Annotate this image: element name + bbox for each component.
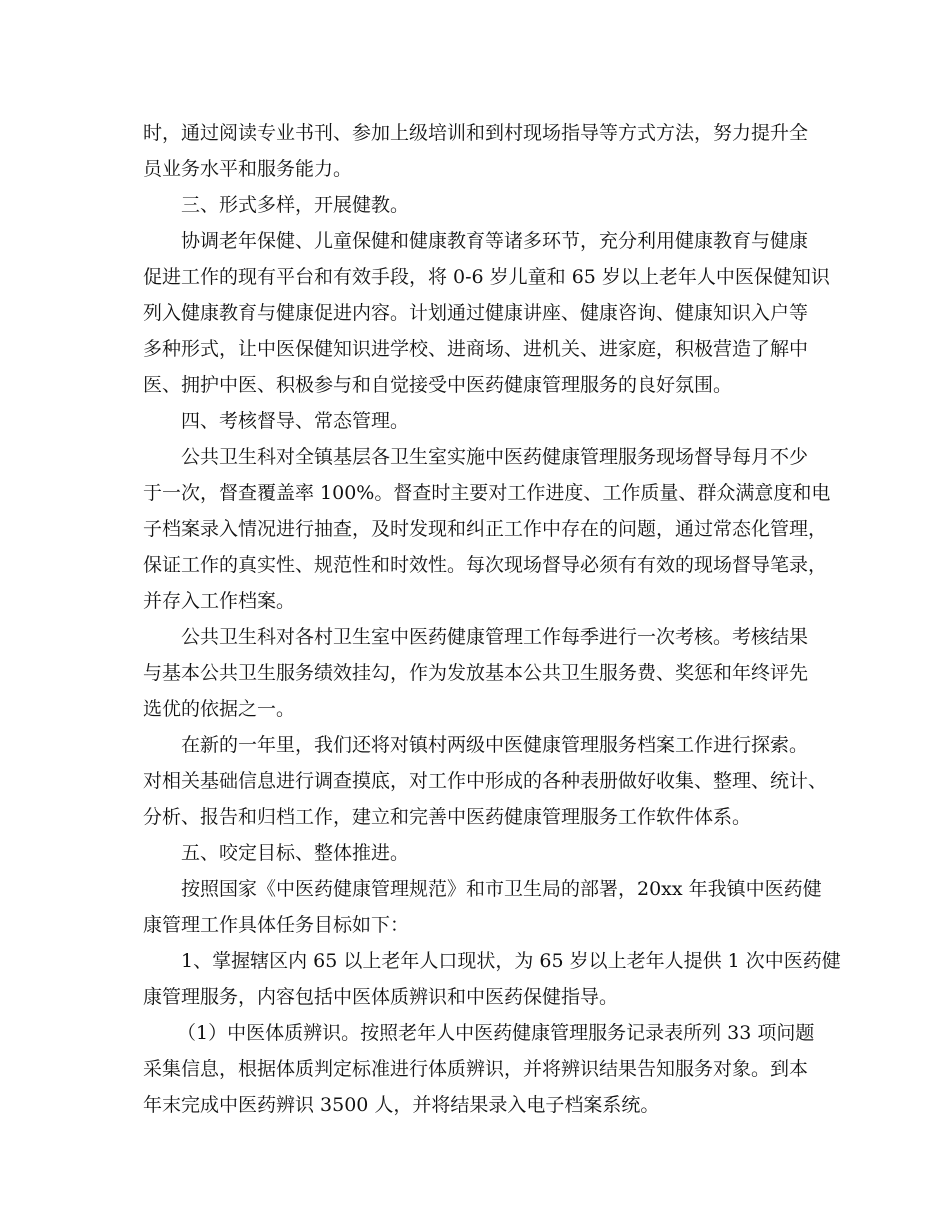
section-heading: 五、咬定目标、整体推进。 [181,842,410,864]
text-line: 促进工作的现有平台和有效手段，将 0-6 岁儿童和 65 岁以上老年人中医保健知识 [143,266,830,288]
text-line: 子档案录入情况进行抽查，及时发现和纠正工作中存在的问题，通过常态化管理， [143,518,828,540]
text-line: 多种形式，让中医保健知识进学校、进商场、进机关、进家庭，积极营造了解中 [143,338,809,360]
text-line: 对相关基础信息进行调查摸底，对工作中形成的各种表册做好收集、整理、统计、 [143,770,828,792]
text-line: 员业务水平和服务能力。 [143,158,353,180]
text-line: 康管理工作具体任务目标如下： [143,914,410,936]
text-line: 年末完成中医药辨识 3500 人，并将结果录入电子档案系统。 [143,1094,660,1116]
text-line: 采集信息，根据体质判定标准进行体质辨识，并将辨识结果告知服务对象。到本 [143,1058,809,1080]
text-line: 与基本公共卫生服务绩效挂勾，作为发放基本公共卫生服务费、奖惩和年终评先 [143,662,809,684]
text-line: 在新的一年里，我们还将对镇村两级中医健康管理服务档案工作进行探索。 [181,734,809,756]
text-line: （1）中医体质辨识。按照老年人中医药健康管理服务记录表所列 33 项问题 [177,1022,815,1044]
text-line: 时，通过阅读专业书刊、参加上级培训和到村现场指导等方式方法，努力提升全 [143,122,809,144]
text-line: 1、掌握辖区内 65 以上老年人口现状，为 65 岁以上老年人提供 1 次中医药健 [181,950,841,972]
section-heading: 四、考核督导、常态管理。 [181,410,410,432]
text-line: 公共卫生科对各村卫生室中医药健康管理工作每季进行一次考核。考核结果 [181,626,809,648]
section-heading: 三、形式多样，开展健教。 [181,194,410,216]
text-line: 于一次，督查覆盖率 100%。督查时主要对工作进度、工作质量、群众满意度和电 [143,482,831,504]
text-line: 列入健康教育与健康促进内容。计划通过健康讲座、健康咨询、健康知识入户等 [143,302,809,324]
text-line: 选优的依据之一。 [143,698,296,720]
text-line: 协调老年保健、儿童保健和健康教育等诸多环节，充分利用健康教育与健康 [181,230,809,252]
text-line: 按照国家《中医药健康管理规范》和市卫生局的部署，20xx 年我镇中医药健 [181,878,822,900]
text-line: 公共卫生科对全镇基层各卫生室实施中医药健康管理服务现场督导每月不少 [181,446,809,468]
text-line: 康管理服务，内容包括中医体质辨识和中医药保健指导。 [143,986,619,1008]
text-line: 保证工作的真实性、规范性和时效性。每次现场督导必须有有效的现场督导笔录， [143,554,828,576]
text-line: 分析、报告和归档工作，建立和完善中医药健康管理服务工作软件体系。 [143,806,752,828]
document-body [143,115,841,1123]
text-line: 并存入工作档案。 [143,590,296,612]
text-line: 医、拥护中医、积极参与和自觉接受中医药健康管理服务的良好氛围。 [143,374,733,396]
